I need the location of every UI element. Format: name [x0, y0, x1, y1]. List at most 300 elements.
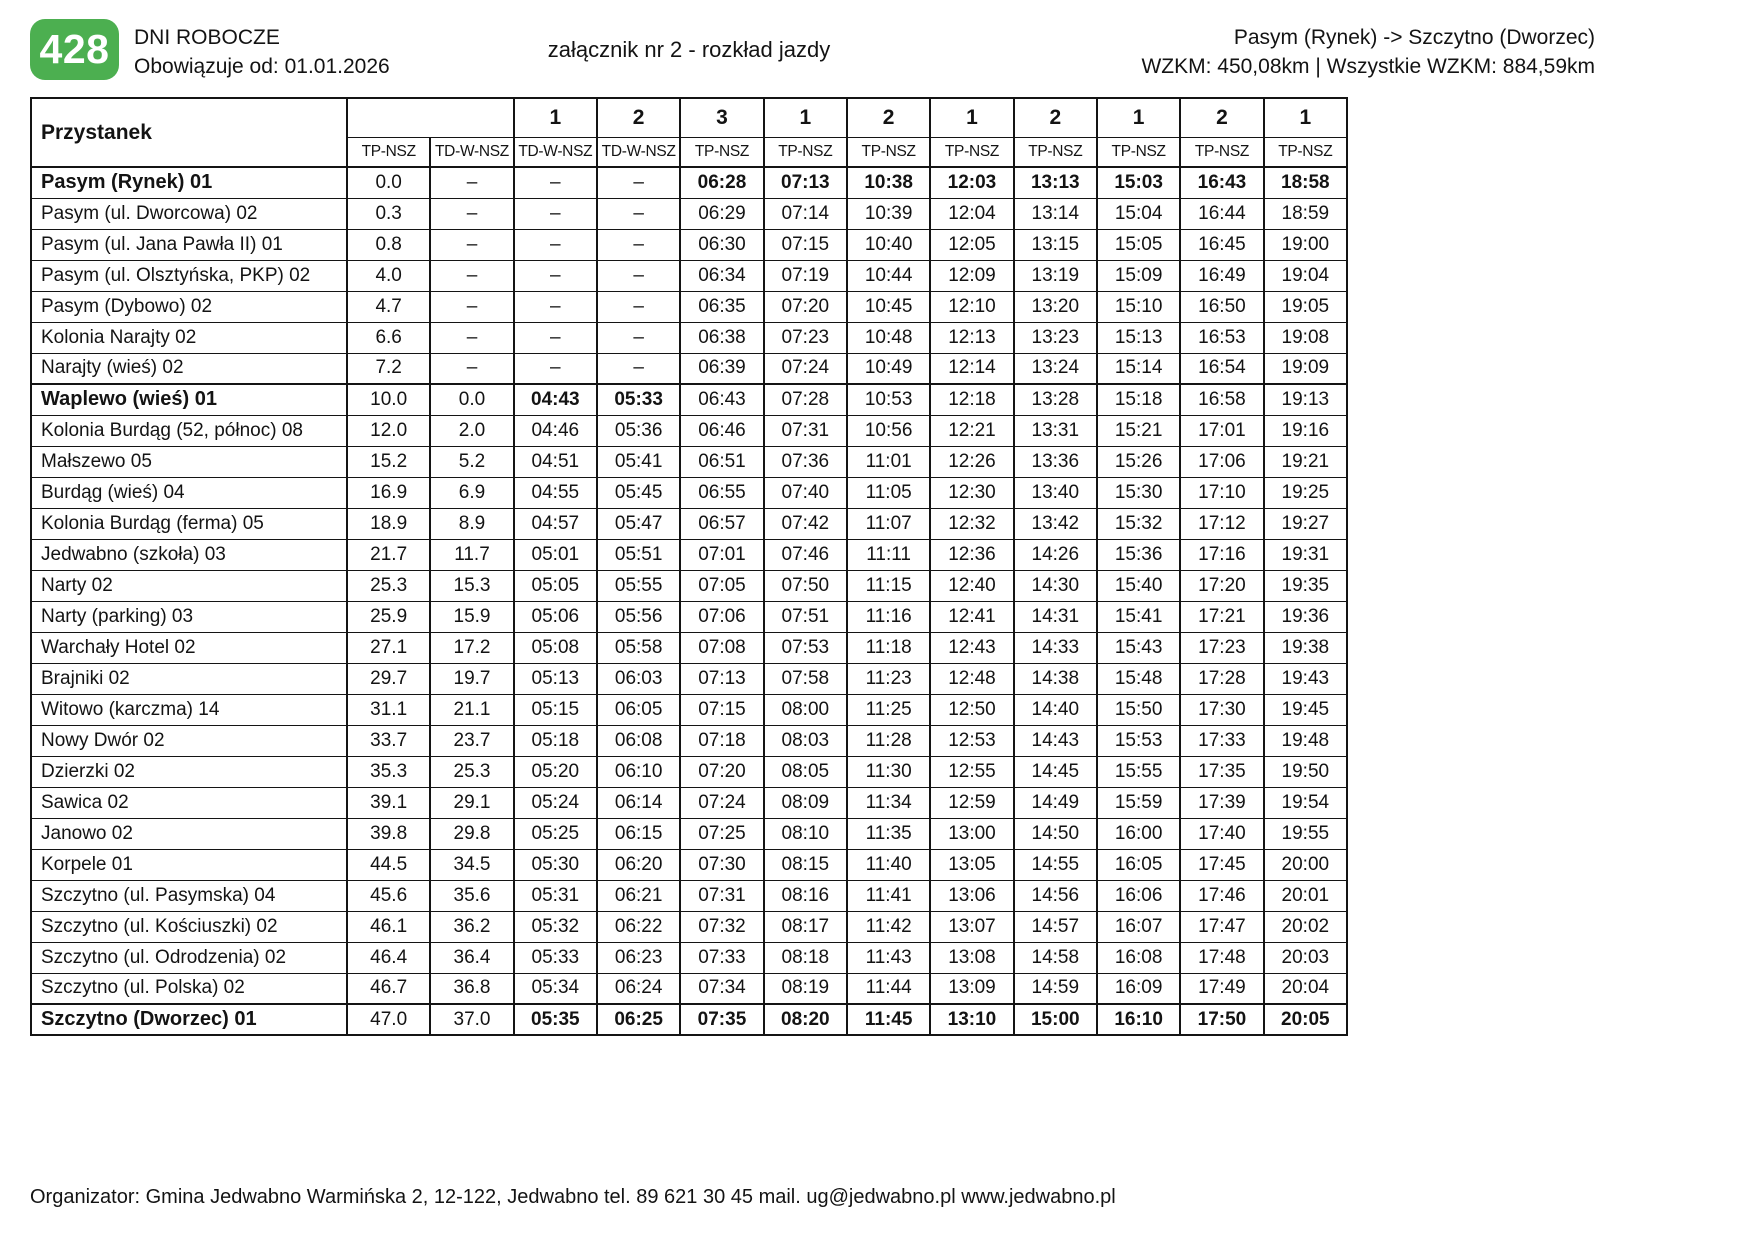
time-cell: 12:26	[930, 446, 1013, 477]
timetable-header	[31, 98, 1347, 167]
km-cell: 0.8	[347, 229, 430, 260]
tariff-header: TP-NSZ	[680, 138, 763, 168]
tariff-header: TP-NSZ	[1097, 138, 1180, 168]
time-cell: 06:39	[680, 353, 763, 384]
time-cell: 12:13	[930, 322, 1013, 353]
km-cell: –	[430, 229, 513, 260]
time-cell: 06:21	[597, 880, 680, 911]
km-cell: 6.6	[347, 322, 430, 353]
time-cell: 08:03	[764, 725, 847, 756]
time-cell: 07:33	[680, 942, 763, 973]
km-cell: –	[430, 260, 513, 291]
time-cell: 07:46	[764, 539, 847, 570]
time-cell: 19:31	[1264, 539, 1347, 570]
time-cell: 17:39	[1180, 787, 1263, 818]
time-cell: 11:25	[847, 694, 930, 725]
time-cell: 05:01	[514, 539, 597, 570]
km-cell: 0.0	[430, 384, 513, 415]
time-cell: 14:40	[1014, 694, 1097, 725]
stop-name-cell: Jedwabno (szkoła) 03	[31, 539, 347, 570]
tariff-header: TD-W-NSZ	[597, 138, 680, 168]
time-cell: 07:06	[680, 601, 763, 632]
time-cell: 17:12	[1180, 508, 1263, 539]
time-cell: 07:34	[680, 973, 763, 1004]
time-cell: 14:26	[1014, 539, 1097, 570]
time-cell: 07:25	[680, 818, 763, 849]
time-cell: 05:31	[514, 880, 597, 911]
time-cell: 11:16	[847, 601, 930, 632]
time-cell: –	[514, 353, 597, 384]
time-cell: 11:41	[847, 880, 930, 911]
time-cell: 06:57	[680, 508, 763, 539]
time-cell: 08:18	[764, 942, 847, 973]
time-cell: 05:51	[597, 539, 680, 570]
time-cell: –	[597, 198, 680, 229]
time-cell: 15:26	[1097, 446, 1180, 477]
time-cell: 13:07	[930, 911, 1013, 942]
time-cell: 05:56	[597, 601, 680, 632]
time-cell: 16:49	[1180, 260, 1263, 291]
time-cell: 07:14	[764, 198, 847, 229]
time-cell: 05:34	[514, 973, 597, 1004]
time-cell: 13:31	[1014, 415, 1097, 446]
time-cell: 18:59	[1264, 198, 1347, 229]
time-cell: 06:03	[597, 663, 680, 694]
tariff-header: TP-NSZ	[347, 138, 430, 168]
time-cell: 19:36	[1264, 601, 1347, 632]
time-cell: 05:18	[514, 725, 597, 756]
time-cell: 07:31	[764, 415, 847, 446]
table-row	[31, 849, 1347, 880]
km-cell: 7.2	[347, 353, 430, 384]
stop-name-cell: Kolonia Burdąg (ferma) 05	[31, 508, 347, 539]
time-cell: 19:27	[1264, 508, 1347, 539]
time-cell: 08:16	[764, 880, 847, 911]
time-cell: 15:50	[1097, 694, 1180, 725]
time-cell: 06:55	[680, 477, 763, 508]
time-cell: 19:13	[1264, 384, 1347, 415]
km-cell: 0.0	[347, 167, 430, 198]
time-cell: 06:08	[597, 725, 680, 756]
time-cell: 08:10	[764, 818, 847, 849]
time-cell: 12:30	[930, 477, 1013, 508]
time-cell: 05:06	[514, 601, 597, 632]
km-cell: 44.5	[347, 849, 430, 880]
time-cell: 06:14	[597, 787, 680, 818]
time-cell: 14:56	[1014, 880, 1097, 911]
time-cell: 14:58	[1014, 942, 1097, 973]
time-cell: 15:05	[1097, 229, 1180, 260]
table-row	[31, 570, 1347, 601]
time-cell: 20:05	[1264, 1004, 1347, 1035]
stop-name-cell: Dzierzki 02	[31, 756, 347, 787]
time-cell: 12:40	[930, 570, 1013, 601]
time-cell: 15:53	[1097, 725, 1180, 756]
time-cell: 06:43	[680, 384, 763, 415]
time-cell: 16:43	[1180, 167, 1263, 198]
time-cell: 17:30	[1180, 694, 1263, 725]
header-right-block	[1141, 23, 1595, 81]
table-row	[31, 911, 1347, 942]
time-cell: 15:40	[1097, 570, 1180, 601]
time-cell: 20:00	[1264, 849, 1347, 880]
time-cell: 11:34	[847, 787, 930, 818]
km-cell: 34.5	[430, 849, 513, 880]
time-cell: 12:05	[930, 229, 1013, 260]
time-cell: 08:09	[764, 787, 847, 818]
time-cell: 10:48	[847, 322, 930, 353]
stop-name-cell: Szczytno (ul. Kościuszki) 02	[31, 911, 347, 942]
valid-from-label: Obowiązuje od: 01.01.2026	[134, 55, 390, 78]
km-cell: –	[430, 291, 513, 322]
tariff-header: TP-NSZ	[1180, 138, 1263, 168]
time-cell: 16:10	[1097, 1004, 1180, 1035]
time-cell: 06:05	[597, 694, 680, 725]
time-cell: 17:47	[1180, 911, 1263, 942]
time-cell: 08:17	[764, 911, 847, 942]
kilometrage-label: WZKM: 450,08km | Wszystkie WZKM: 884,59km	[1141, 55, 1595, 78]
time-cell: 08:00	[764, 694, 847, 725]
time-cell: 13:10	[930, 1004, 1013, 1035]
time-cell: 07:28	[764, 384, 847, 415]
table-row	[31, 260, 1347, 291]
course-number-header: 3	[680, 98, 763, 138]
time-cell: 07:51	[764, 601, 847, 632]
table-row	[31, 942, 1347, 973]
course-number-header: 2	[847, 98, 930, 138]
table-row	[31, 508, 1347, 539]
time-cell: 07:30	[680, 849, 763, 880]
km-cell: 21.1	[430, 694, 513, 725]
direction-label: Pasym (Rynek) -> Szczytno (Dworzec)	[1233, 26, 1595, 49]
time-cell: 19:05	[1264, 291, 1347, 322]
stop-name-cell: Pasym (Dybowo) 02	[31, 291, 347, 322]
stop-name-cell: Brajniki 02	[31, 663, 347, 694]
time-cell: 13:19	[1014, 260, 1097, 291]
time-cell: 06:10	[597, 756, 680, 787]
km-cell: 29.1	[430, 787, 513, 818]
time-cell: 07:24	[764, 353, 847, 384]
km-cell: 35.3	[347, 756, 430, 787]
km-cell: –	[430, 322, 513, 353]
time-cell: 13:06	[930, 880, 1013, 911]
course-number-header: 1	[1264, 98, 1347, 138]
table-row	[31, 446, 1347, 477]
table-row	[31, 539, 1347, 570]
time-cell: 19:08	[1264, 322, 1347, 353]
course-number-header: 1	[930, 98, 1013, 138]
km-cell: 35.6	[430, 880, 513, 911]
tariff-header: TD-W-NSZ	[430, 138, 513, 168]
table-row	[31, 167, 1347, 198]
stop-name-cell: Pasym (Rynek) 01	[31, 167, 347, 198]
time-cell: 19:54	[1264, 787, 1347, 818]
table-row	[31, 818, 1347, 849]
time-cell: 05:20	[514, 756, 597, 787]
tariff-header: TD-W-NSZ	[514, 138, 597, 168]
time-cell: 16:45	[1180, 229, 1263, 260]
time-cell: 05:15	[514, 694, 597, 725]
km-cell: 10.0	[347, 384, 430, 415]
time-cell: 13:23	[1014, 322, 1097, 353]
course-number-header: 1	[514, 98, 597, 138]
time-cell: 16:58	[1180, 384, 1263, 415]
time-cell: 13:14	[1014, 198, 1097, 229]
time-cell: 19:48	[1264, 725, 1347, 756]
stop-name-cell: Kolonia Burdąg (52, północ) 08	[31, 415, 347, 446]
time-cell: 12:59	[930, 787, 1013, 818]
time-cell: –	[514, 198, 597, 229]
stop-name-cell: Szczytno (ul. Polska) 02	[31, 973, 347, 1004]
time-cell: 15:43	[1097, 632, 1180, 663]
time-cell: 04:55	[514, 477, 597, 508]
time-cell: 13:42	[1014, 508, 1097, 539]
time-cell: 15:41	[1097, 601, 1180, 632]
time-cell: 13:40	[1014, 477, 1097, 508]
time-cell: 16:00	[1097, 818, 1180, 849]
time-cell: –	[514, 322, 597, 353]
stop-name-cell: Korpele 01	[31, 849, 347, 880]
stop-name-cell: Sawica 02	[31, 787, 347, 818]
time-cell: 19:55	[1264, 818, 1347, 849]
time-cell: 15:59	[1097, 787, 1180, 818]
time-cell: 17:10	[1180, 477, 1263, 508]
stop-name-cell: Małszewo 05	[31, 446, 347, 477]
time-cell: 12:04	[930, 198, 1013, 229]
course-number-header: 1	[1097, 98, 1180, 138]
time-cell: 07:13	[680, 663, 763, 694]
time-cell: 07:53	[764, 632, 847, 663]
time-cell: 16:53	[1180, 322, 1263, 353]
time-cell: 10:49	[847, 353, 930, 384]
time-cell: 07:01	[680, 539, 763, 570]
time-cell: 11:28	[847, 725, 930, 756]
time-cell: 07:36	[764, 446, 847, 477]
time-cell: 07:18	[680, 725, 763, 756]
km-cell: 4.7	[347, 291, 430, 322]
km-cell: 25.9	[347, 601, 430, 632]
tariff-header: TP-NSZ	[1264, 138, 1347, 168]
time-cell: 14:50	[1014, 818, 1097, 849]
course-number-header: 2	[1180, 98, 1263, 138]
time-cell: 08:15	[764, 849, 847, 880]
time-cell: 07:58	[764, 663, 847, 694]
time-cell: 14:57	[1014, 911, 1097, 942]
course-number-header: 2	[597, 98, 680, 138]
km-cell: –	[430, 167, 513, 198]
stop-column-header: Przystanek	[31, 98, 347, 167]
time-cell: 04:43	[514, 384, 597, 415]
time-cell: 17:20	[1180, 570, 1263, 601]
time-cell: 19:43	[1264, 663, 1347, 694]
route-number: 428	[39, 26, 110, 72]
time-cell: 12:41	[930, 601, 1013, 632]
km-cell: 39.1	[347, 787, 430, 818]
attachment-title: załącznik nr 2 - rozkład jazdy	[547, 37, 831, 62]
time-cell: 13:00	[930, 818, 1013, 849]
time-cell: 16:50	[1180, 291, 1263, 322]
time-cell: 04:57	[514, 508, 597, 539]
time-cell: 05:08	[514, 632, 597, 663]
timetable	[30, 97, 1348, 1036]
time-cell: 20:01	[1264, 880, 1347, 911]
stop-name-cell: Szczytno (ul. Odrodzenia) 02	[31, 942, 347, 973]
time-cell: 05:30	[514, 849, 597, 880]
km-cell: 37.0	[430, 1004, 513, 1035]
time-cell: 19:04	[1264, 260, 1347, 291]
time-cell: 16:05	[1097, 849, 1180, 880]
time-cell: 16:08	[1097, 942, 1180, 973]
stop-name-cell: Witowo (karczma) 14	[31, 694, 347, 725]
km-cell: 19.7	[430, 663, 513, 694]
km-cell: 46.4	[347, 942, 430, 973]
stop-name-cell: Kolonia Narajty 02	[31, 322, 347, 353]
stop-name-cell: Warchały Hotel 02	[31, 632, 347, 663]
stop-name-cell: Pasym (ul. Olsztyńska, PKP) 02	[31, 260, 347, 291]
time-cell: 17:45	[1180, 849, 1263, 880]
km-cell: 17.2	[430, 632, 513, 663]
time-cell: 20:03	[1264, 942, 1347, 973]
km-cell: 12.0	[347, 415, 430, 446]
time-cell: 06:35	[680, 291, 763, 322]
time-cell: 11:23	[847, 663, 930, 694]
time-cell: 05:24	[514, 787, 597, 818]
time-cell: 12:50	[930, 694, 1013, 725]
time-cell: –	[597, 260, 680, 291]
time-cell: 12:32	[930, 508, 1013, 539]
time-cell: 14:38	[1014, 663, 1097, 694]
time-cell: 11:15	[847, 570, 930, 601]
time-cell: 19:09	[1264, 353, 1347, 384]
time-cell: 16:54	[1180, 353, 1263, 384]
time-cell: 17:49	[1180, 973, 1263, 1004]
time-cell: 05:45	[597, 477, 680, 508]
km-cell: 25.3	[430, 756, 513, 787]
km-cell: 27.1	[347, 632, 430, 663]
time-cell: 07:19	[764, 260, 847, 291]
time-cell: 14:31	[1014, 601, 1097, 632]
stop-name-cell: Pasym (ul. Dworcowa) 02	[31, 198, 347, 229]
km-cell: 46.7	[347, 973, 430, 1004]
time-cell: 12:18	[930, 384, 1013, 415]
km-cell: 36.2	[430, 911, 513, 942]
table-row	[31, 663, 1347, 694]
table-row	[31, 415, 1347, 446]
time-cell: 14:43	[1014, 725, 1097, 756]
km-cell: 47.0	[347, 1004, 430, 1035]
time-cell: 07:15	[764, 229, 847, 260]
time-cell: 12:14	[930, 353, 1013, 384]
time-cell: 07:32	[680, 911, 763, 942]
time-cell: 07:40	[764, 477, 847, 508]
table-row	[31, 725, 1347, 756]
time-cell: –	[514, 291, 597, 322]
stop-name-cell: Janowo 02	[31, 818, 347, 849]
time-cell: 14:33	[1014, 632, 1097, 663]
time-cell: 05:58	[597, 632, 680, 663]
km-cell: 29.8	[430, 818, 513, 849]
table-row	[31, 291, 1347, 322]
time-cell: 17:40	[1180, 818, 1263, 849]
time-cell: 15:10	[1097, 291, 1180, 322]
time-cell: 13:15	[1014, 229, 1097, 260]
time-cell: 05:33	[514, 942, 597, 973]
time-cell: 15:18	[1097, 384, 1180, 415]
time-cell: 19:45	[1264, 694, 1347, 725]
stop-name-cell: Narty 02	[31, 570, 347, 601]
stop-name-cell: Szczytno (Dworzec) 01	[31, 1004, 347, 1035]
time-cell: 07:31	[680, 880, 763, 911]
time-cell: 05:25	[514, 818, 597, 849]
time-cell: 11:42	[847, 911, 930, 942]
time-cell: 11:44	[847, 973, 930, 1004]
time-cell: 11:35	[847, 818, 930, 849]
time-cell: 06:25	[597, 1004, 680, 1035]
time-cell: 10:56	[847, 415, 930, 446]
time-cell: –	[597, 322, 680, 353]
km-cell: 0.3	[347, 198, 430, 229]
time-cell: 05:13	[514, 663, 597, 694]
tariff-header: TP-NSZ	[764, 138, 847, 168]
stop-name-cell: Waplewo (wieś) 01	[31, 384, 347, 415]
time-cell: 06:28	[680, 167, 763, 198]
time-cell: 06:24	[597, 973, 680, 1004]
time-cell: 11:01	[847, 446, 930, 477]
time-cell: 17:28	[1180, 663, 1263, 694]
table-row	[31, 601, 1347, 632]
time-cell: 07:24	[680, 787, 763, 818]
time-cell: 15:32	[1097, 508, 1180, 539]
time-cell: 08:05	[764, 756, 847, 787]
time-cell: 15:48	[1097, 663, 1180, 694]
time-cell: 10:53	[847, 384, 930, 415]
time-cell: 17:06	[1180, 446, 1263, 477]
km-cell: 36.8	[430, 973, 513, 1004]
time-cell: –	[597, 291, 680, 322]
time-cell: 05:36	[597, 415, 680, 446]
time-cell: 10:44	[847, 260, 930, 291]
stop-name-cell: Pasym (ul. Jana Pawła II) 01	[31, 229, 347, 260]
time-cell: 16:44	[1180, 198, 1263, 229]
time-cell: 11:43	[847, 942, 930, 973]
time-cell: 12:21	[930, 415, 1013, 446]
time-cell: 10:45	[847, 291, 930, 322]
time-cell: 12:55	[930, 756, 1013, 787]
time-cell: 05:35	[514, 1004, 597, 1035]
time-cell: 17:46	[1180, 880, 1263, 911]
table-row	[31, 973, 1347, 1004]
km-cell: 2.0	[430, 415, 513, 446]
time-cell: 14:45	[1014, 756, 1097, 787]
km-cell: 36.4	[430, 942, 513, 973]
course-number-header: 1	[764, 98, 847, 138]
time-cell: 20:02	[1264, 911, 1347, 942]
km-cell: 4.0	[347, 260, 430, 291]
timetable-body	[31, 167, 1347, 1035]
time-cell: 17:33	[1180, 725, 1263, 756]
km-cell: 15.9	[430, 601, 513, 632]
stop-name-cell: Narty (parking) 03	[31, 601, 347, 632]
km-cell: 25.3	[347, 570, 430, 601]
time-cell: 12:10	[930, 291, 1013, 322]
time-cell: 07:08	[680, 632, 763, 663]
time-cell: 05:05	[514, 570, 597, 601]
time-cell: 19:38	[1264, 632, 1347, 663]
time-cell: –	[514, 260, 597, 291]
service-days-label: DNI ROBOCZE	[134, 26, 280, 49]
time-cell: 15:36	[1097, 539, 1180, 570]
time-cell: 17:23	[1180, 632, 1263, 663]
